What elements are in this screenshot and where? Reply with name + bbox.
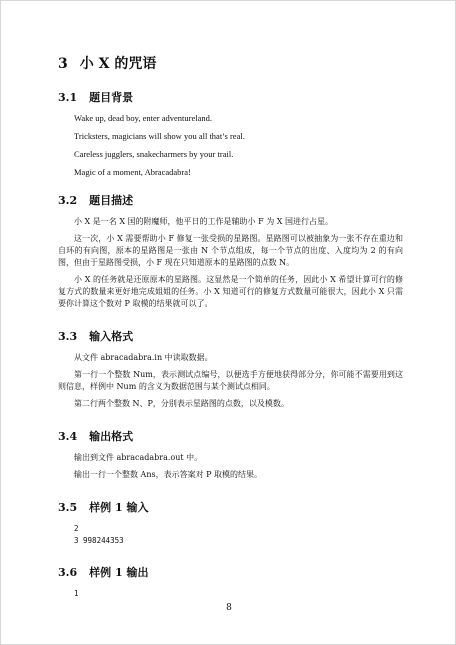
section-title: 输入格式 [89, 330, 134, 343]
section-number: 3.3 [58, 330, 78, 343]
chapter-heading [58, 53, 403, 73]
section-title: 题目描述 [89, 194, 134, 207]
chapter-number: 3 [58, 56, 68, 72]
sample-line: 3 998244353 [74, 536, 124, 545]
section-number: 3.6 [58, 566, 78, 579]
section-description [58, 192, 403, 310]
verse-line: Tricksters, magicians will show you all that’s real. [74, 131, 245, 141]
section-number: 3.5 [58, 501, 78, 514]
section-title: 样例 1 输入 [89, 501, 149, 514]
paragraph: 小 X 是一名 X 国的附魔师，他平日的工作是辅助小 F 为 X 国进行占星。 [74, 217, 333, 226]
section-title: 题目背景 [89, 91, 134, 104]
chapter-title: 小 X 的咒语 [79, 56, 157, 72]
section-heading [58, 428, 403, 444]
section-number: 3.2 [58, 194, 78, 207]
section-title: 样例 1 输出 [89, 566, 149, 579]
verse-line: Wake up, dead boy, enter adventureland. [74, 113, 213, 123]
page-content [58, 53, 403, 617]
section-title: 输出格式 [89, 430, 134, 443]
section-background [58, 89, 403, 178]
section-sample-output [58, 564, 403, 599]
section-heading [58, 192, 403, 208]
verse-line: Careless jugglers, snakecharmers by your trail. [74, 149, 234, 159]
paragraph: 第一行一个整数 Num，表示测试点编号，以便选手方便地获得部分分，你可能不需要用到这则信息，样例中 Num 的含义为数据范围与某个测试点相同。 [58, 370, 403, 391]
section-number: 3.1 [58, 91, 78, 104]
section-output-format [58, 428, 403, 481]
verse-line: Magic of a moment, Abracadabra! [74, 167, 191, 177]
page-number: 8 [226, 603, 232, 613]
section-input-format [58, 328, 403, 410]
paragraph: 这一次，小 X 需要帮助小 F 修复一张受损的星路图。星路图可以被抽象为一张不存在重边和自环的有向图，原本的星路图是一张由 N 个节点组成，每一个节点的出度、入度均为 2 的有向图，但由于星路图受损，小 F 现在只知道原本的星路图的点数 N。 [58, 234, 403, 267]
section-heading [58, 89, 403, 105]
sample-line: 1 [74, 589, 79, 598]
paragraph: 第二行两个整数 N、P，分别表示星路图的点数，以及模数。 [74, 399, 289, 408]
section-number: 3.4 [58, 430, 78, 443]
paragraph: 从文件 abracadabra.in 中读取数据。 [74, 353, 213, 362]
paragraph: 输出一行一个整数 Ans，表示答案对 P 取模的结果。 [74, 470, 263, 479]
section-sample-input [58, 499, 403, 546]
paragraph: 小 X 的任务就是还原原本的星路图。这显然是一个简单的任务，因此小 X 希望计算可行的修复方式的数量来更好地完成姐姐的任务。小 X 知道可行的修复方式数量可能很大，因此小 X 只需要你计算这个数对 P 取模的结果就可以了。 [58, 275, 403, 308]
section-heading [58, 499, 403, 515]
section-heading [58, 564, 403, 580]
sample-line: 2 [74, 524, 79, 533]
section-heading [58, 328, 403, 344]
paragraph: 输出到文件 abracadabra.out 中。 [74, 453, 203, 462]
